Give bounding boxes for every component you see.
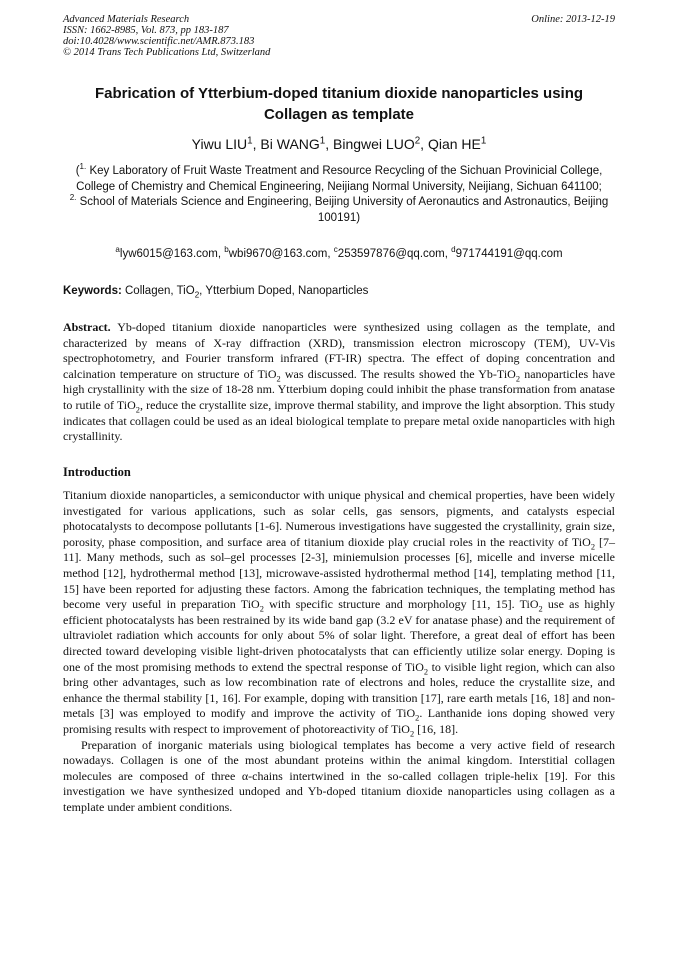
author-name: Bingwei LUO [333,136,415,152]
author-name: Yiwu LIU [191,136,248,152]
subscript: 2 [590,542,595,552]
abstract-text: was discussed. The results showed the Yb-TiO [280,366,516,381]
subscript: 2 [276,374,281,384]
subscript: 2 [194,290,200,300]
title-line-1: Fabrication of Ytterbium-doped titanium dioxide nanoparticles using [94,85,584,102]
subscript: 2 [515,374,521,384]
author-name: Bi WANG [260,136,320,152]
affil-mark: 1. [79,162,87,172]
abstract-text: , reduce the crystallite size, improve thermal stability, and improve the light absorption. This study indicates that collagen could be used as an ideal biological template to prepare metal oxide nanoparticles with high crystallinity. [63,397,615,444]
affiliations: ($^{1.}$ Key Laboratory of Fruit Waste Treatment and Resource Recycling of the Sichuan Provinicial College, College of Chemistry and Chemical Engineering, Neijiang Normal University, Neijiang, Sichuan 641100; $^{2.}$ School of Materials Science and Engineering, Beijing University of Aeronautics and Astronautics, Beijing 100191) [69,162,609,224]
email-address[interactable]: 253597876@qq.com [337,248,445,260]
email-address[interactable]: wbi9670@163.com [228,248,328,260]
copyright-line: © 2014 Trans Tech Publications Ltd, Switzerland [63,47,271,58]
email-address[interactable]: 971744191@qq.com [455,248,563,260]
paragraph-text: with specific structure and morphology [11, 15]. TiO [263,597,539,612]
subscript: 2 [538,604,543,614]
abstract [63,320,615,445]
paper-title [55,83,623,125]
doi-line: doi:10.4028/www.scientific.net/AMR.873.183 [63,36,255,47]
email-mark: d [451,245,456,255]
paragraph-text: [7–11]. Many methods, such as sol–gel processes [2-3], miniemulsion processes [6], micelle and inverse micelle method [12], hydrothermal method [13], microwave-assisted hydrothermal method [14], templating method [11, 15] have been reported for adjusting these factors. Among the fabrication techniques, the templating method has become very useful in preparation TiO [63,534,615,612]
email-address[interactable]: lyw6015@163.com [119,248,218,260]
affiliation-1: Key Laboratory of Fruit Waste Treatment and Resource Recycling of the Sichuan Provinicial College, College of Chemistry and Chemical Engineering, Neijiang Normal University, Neijiang, Sichuan 641100; [76,165,603,193]
email-mark: a [115,245,120,255]
online-date: Online: 2013-12-19 [531,14,615,25]
keywords-text: Collagen, TiO [125,285,195,297]
journal-name: Advanced Materials Research [63,14,190,25]
subscript: 2 [135,405,140,415]
paragraph [63,488,615,738]
author-affil-mark: 1 [480,135,487,147]
paragraph [63,738,615,816]
paragraph-text: to visible light region, which can also bring other advantages, such as low recombination rate of electrons and holes, reduce the crystallite size, and enhance the thermal stability [1, 16]. For example, doping with transition [17], rare earth metals [16, 18] and non-metals [3] was employed to modify and improve the activity of TiO [63,659,615,721]
keywords [63,284,615,299]
author-affil-mark: 2 [414,135,421,147]
paragraph-text: Titanium dioxide nanoparticles, a semiconductor with unique physical and chemical properties, have been widely investigated for various applications, such as solar cells, gas sensors, pigments, and catalysts especial photocatalysts to decompose pollutants [1-6]. Numerous investigations have suggested the crystallinity, grain size, porosity, phase composition, and surface area of titanium dioxide play crucial roles in the reactivity of TiO [63,488,615,549]
subscript: 2 [423,666,429,676]
paragraph-text: [16, 18]. [414,721,459,736]
keywords-text: , Ytterbium Doped, Nanoparticles [199,285,369,297]
author-list: Yiwu LIU$^1$, Bi WANG$^1$, Bingwei LUO$^2$, Qian $HE^1$ [191,135,487,152]
abstract-text: nanoparticles have high crystallinity with the size of 18-28 nm. Ytterbium doping could inhibit the phase transformation from anatase to rutile of TiO [63,366,616,412]
author-affil-mark: 1 [319,135,326,147]
email-mark: c [333,245,338,255]
paragraph-text: . Lanthanide ions doping showed very promising results with respect to improvement of photoreactivity of TiO [63,706,615,736]
section-heading-introduction: Introduction [63,465,131,479]
author-name: Qian HE [427,136,481,152]
journal-header [63,14,615,58]
abstract-text: Yb-doped titanium dioxide nanoparticles were synthesized using collagen as the template, and characterized by means of X-ray diffraction (XRD), transmission electron microscopy (TEM), UV-Vis spectrophotometry, and Fourier transform infrared (FT-IR) spectra. The effect of doping concentration and calcination temperature on structure of TiO [63,320,615,381]
paragraph-text: Preparation of inorganic materials using biological templates has become a very active field of research nowadays. Collagen is one of the most abundant proteins within the animal kingdom. Interstitial collagen molecules are composed of three α-chains intertwined in the so-called collagen triple-helix [19]. For this investigation we have synthesized undoped and Yb-doped titanium dioxide nanoparticles using collagen as a template under ambient conditions. [63,737,615,814]
email-list: $^a$lyw6015@163.com, $^b$wbi9670@163.com, $^c$253597876@qq.com, $^d$971744191@qq.com [115,245,563,260]
author-affil-mark: 1 [247,135,253,147]
issn-line: ISSN: 1662-8985, Vol. 873, pp 183-187 [63,25,229,36]
keywords-label: Keywords: [63,285,122,297]
abstract-label: Abstract. [63,320,111,334]
title-line-2: Collagen as template [263,106,415,123]
subscript: 2 [415,713,420,723]
subscript: 2 [259,604,264,614]
paragraph-text: use as highly efficient photocatalysts has been restrained by its wide band gap (3.2 eV for anatase phase) and the requirement of ultraviolet radiation which accounts for only about 5% of solar light. Therefore, a great deal of effort has been directed toward developing visible light-driven photocatalysts that can efficiently utilize solar energy. Doping is one of the most promising methods to extend the spectral response of TiO [63,597,615,674]
affil-mark: 2. [69,193,77,203]
affiliation-2: School of Materials Science and Engineering, Beijing University of Aeronautics and Astronautics, Beijing 100191) [79,196,609,224]
email-mark: b [224,245,229,255]
subscript: 2 [409,729,415,739]
introduction-body [63,488,615,815]
